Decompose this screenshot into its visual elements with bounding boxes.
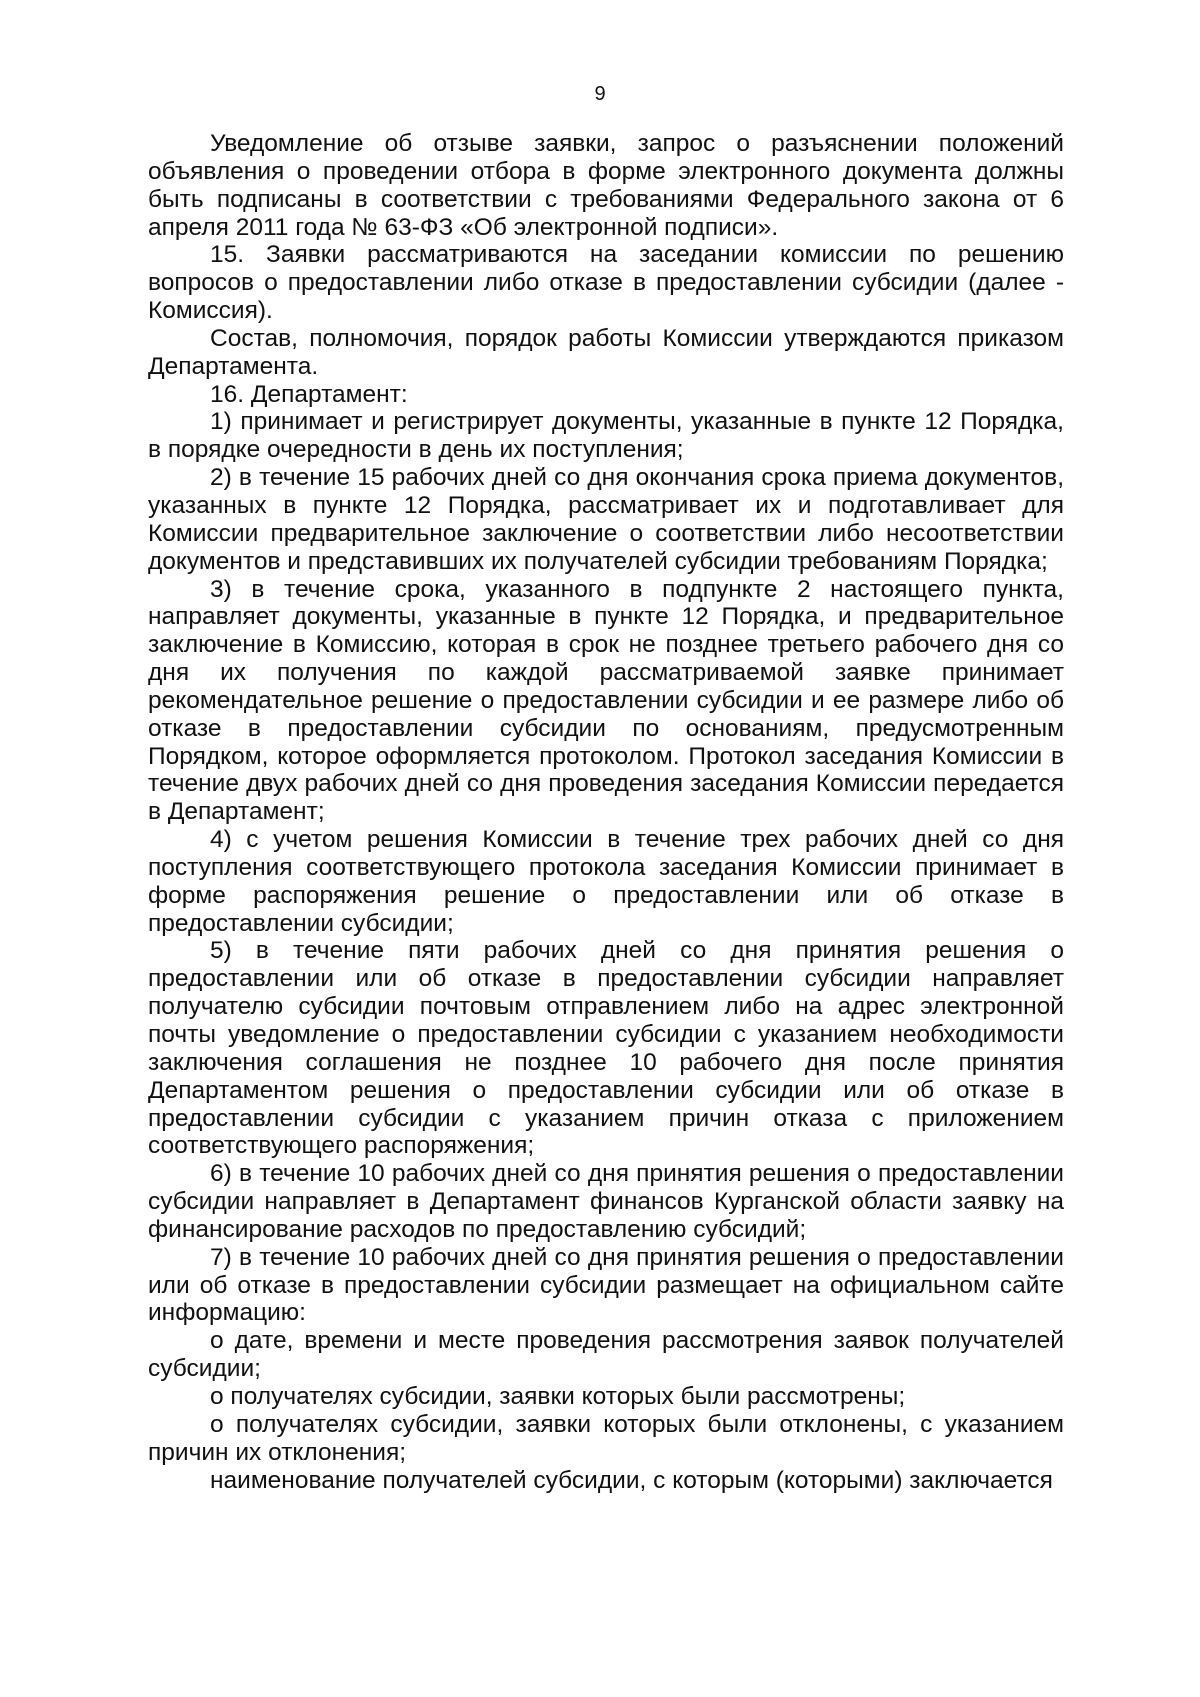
paragraph-16-1: 1) принимает и регистрирует документы, указанные в пункте 12 Порядка, в порядке очередности в день их поступления; <box>148 408 1064 464</box>
paragraph-info-names: наименование получателей субсидии, с которым (которыми) заключается <box>210 1466 1053 1494</box>
paragraph-16-4: 4) с учетом решения Комиссии в течение трех рабочих дней со дня поступления соответствующего протокола заседания Комиссии принимает в форме распоряжения решение о предоставлении или об отказе в предоставлении субсидии; <box>148 826 1064 937</box>
paragraph-16-5: 5) в течение пяти рабочих дней со дня принятия решения о предоставлении или об отказе в предоставлении субсидии направляет получателю субсидии почтовым отправлением либо на адрес электронной почты уведомление о предоставлении субсидии с указанием необходимости заключения соглашения не позднее 10 рабочего дня после принятия Департаментом решения о предоставлении субсидии или об отказе в предоставлении субсидии с указанием причин отказа с приложением соответствующего распоряжения; <box>148 937 1064 1160</box>
document-body <box>148 130 1064 1494</box>
paragraph-15: 15. Заявки рассматриваются на заседании комиссии по решению вопросов о предоставлении либо отказе в предоставлении субсидии (далее - Комиссия). <box>148 241 1064 325</box>
paragraph-info-considered: о получателях субсидии, заявки которых были рассмотрены; <box>210 1382 906 1410</box>
page-number: 9 <box>594 83 606 105</box>
paragraph-commission-composition: Состав, полномочия, порядок работы Комиссии утверждаются приказом Департамента. <box>148 324 1064 380</box>
paragraph-notification: Уведомление об отзыве заявки, запрос о разъяснении положений объявления о проведении отбора в форме электронного документа должны быть подписаны в соответствии с требованиями Федерального закона от 6 апреля 2011 года № 63-ФЗ «Об электронной подписи». <box>148 130 1064 241</box>
paragraph-16: 16. Департамент: <box>210 380 408 408</box>
paragraph-16-2: 2) в течение 15 рабочих дней со дня окончания срока приема документов, указанных в пункте 12 Порядка, рассматривает их и подготавливает для Комиссии предварительное заключение о соответствии либо несоответствии документов и представивших их получателей субсидии требованиям Порядка; <box>148 464 1064 575</box>
paragraph-16-6: 6) в течение 10 рабочих дней со дня принятия решения о предоставлении субсидии направляет в Департамент финансов Курганской области заявку на финансирование расходов по предоставлению субсидий; <box>148 1160 1064 1243</box>
paragraph-info-date: о дате, времени и месте проведения рассмотрения заявок получателей субсидии; <box>148 1327 1064 1383</box>
paragraph-16-3: 3) в течение срока, указанного в подпункте 2 настоящего пункта, направляет документы, указанные в пункте 12 Порядка, и предварительное заключение в Комиссию, которая в срок не позднее третьего рабочего дня со дня их получения по каждой рассматриваемой заявке принимает рекомендательное решение о предоставлении субсидии и ее размере либо об отказе в предоставлении субсидии по основаниям, предусмотренным Порядком, которое оформляется протоколом. Протокол заседания Комиссии в течение двух рабочих дней со дня проведения заседания Комиссии передается в Департамент; <box>148 575 1064 826</box>
paragraph-info-rejected: о получателях субсидии, заявки которых были отклонены, с указанием причин их отклонения; <box>148 1410 1064 1466</box>
paragraph-16-7: 7) в течение 10 рабочих дней со дня принятия решения о предоставлении или об отказе в предоставлении субсидии размещает на официальном сайте информацию: <box>148 1243 1064 1327</box>
